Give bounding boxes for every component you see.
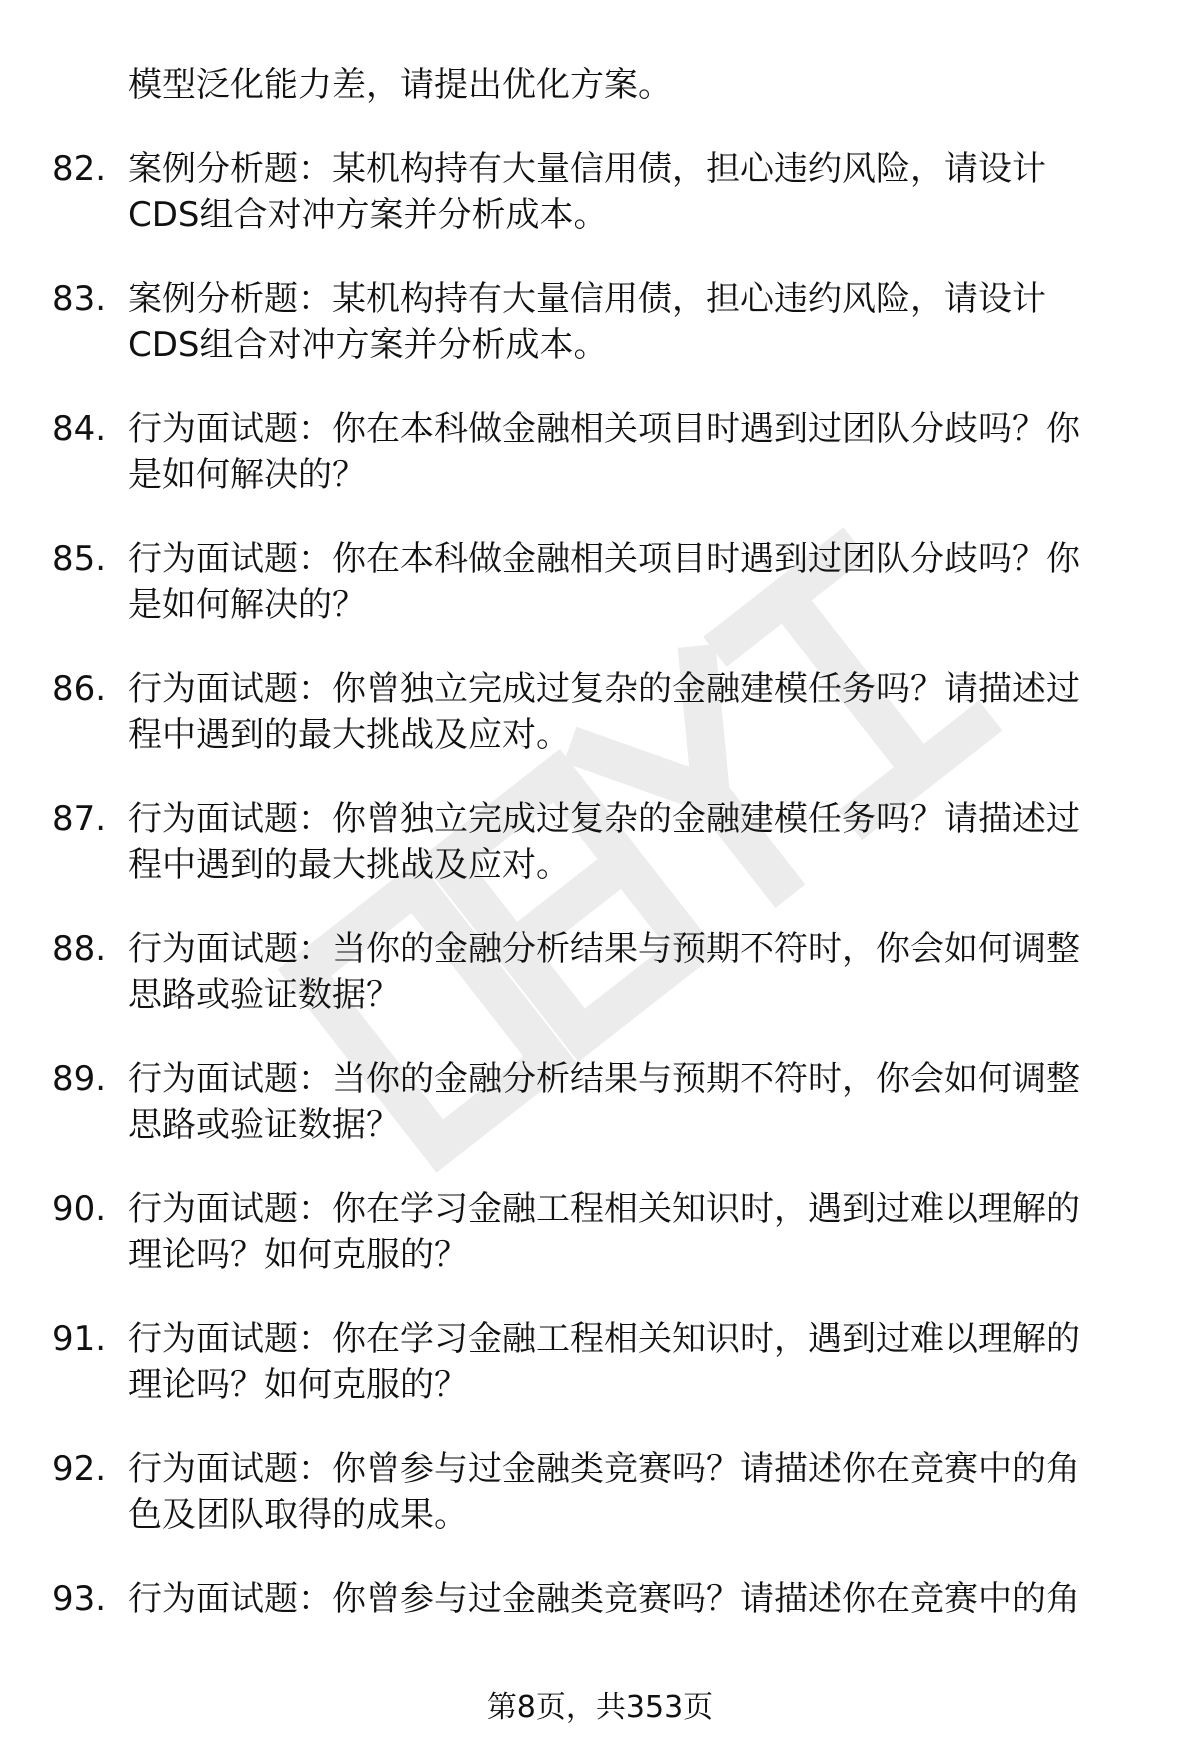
question-text-line: 行为面试题：你曾参与过金融类竞赛吗？请描述你在竞赛中的角 xyxy=(128,1449,1080,1489)
list-item xyxy=(0,796,1200,888)
question-number: 90. xyxy=(52,1189,107,1229)
list-item xyxy=(0,1446,1200,1538)
question-text-line: 案例分析题：某机构持有大量信用债，担心违约风险，请设计 xyxy=(128,149,1046,189)
question-text-line: 行为面试题：你在本科做金融相关项目时遇到过团队分歧吗？你 xyxy=(128,539,1080,579)
question-text-line: 思路或验证数据？ xyxy=(128,975,400,1015)
question-text-line: 是如何解决的？ xyxy=(128,455,366,495)
question-number: 87. xyxy=(52,799,107,839)
list-item xyxy=(0,926,1200,1018)
list-item xyxy=(0,536,1200,628)
question-number: 85. xyxy=(52,539,107,579)
list-item xyxy=(0,1576,1200,1668)
question-text-line: 行为面试题：你曾独立完成过复杂的金融建模任务吗？请描述过 xyxy=(128,799,1080,839)
question-number: 93. xyxy=(52,1579,107,1619)
question-text-line: 行为面试题：当你的金融分析结果与预期不符时，你会如何调整 xyxy=(128,1059,1080,1099)
list-item xyxy=(0,1186,1200,1278)
question-text-line: 行为面试题：你曾参与过金融类竞赛吗？请描述你在竞赛中的角 xyxy=(128,1579,1080,1619)
question-text-line: 行为面试题：你在学习金融工程相关知识时，遇到过难以理解的 xyxy=(128,1319,1080,1359)
question-number: 91. xyxy=(52,1319,107,1359)
question-text-line: CDS组合对冲方案并分析成本。 xyxy=(128,195,608,235)
question-text-line: 思路或验证数据？ xyxy=(128,1105,400,1145)
question-text-line: 案例分析题：某机构持有大量信用债，担心违约风险，请设计 xyxy=(128,279,1046,319)
question-text-line: 色及团队取得的成果。 xyxy=(128,1495,468,1535)
question-text-line: 理论吗？如何克服的？ xyxy=(128,1365,468,1405)
question-number: 86. xyxy=(52,669,107,709)
list-item xyxy=(0,146,1200,238)
question-text-line: 是如何解决的？ xyxy=(128,585,366,625)
list-item xyxy=(0,1056,1200,1148)
page-footer: 第8页，共353页 xyxy=(486,1690,714,1725)
question-text-line: 程中遇到的最大挑战及应对。 xyxy=(128,715,570,755)
list-item xyxy=(0,666,1200,758)
question-text-line: 程中遇到的最大挑战及应对。 xyxy=(128,845,570,885)
list-item xyxy=(0,1316,1200,1408)
page-content xyxy=(0,62,1200,1668)
question-number: 89. xyxy=(52,1059,107,1099)
question-list xyxy=(0,146,1200,1668)
question-number: 83. xyxy=(52,279,107,319)
question-number: 92. xyxy=(52,1449,107,1489)
question-number: 88. xyxy=(52,929,107,969)
question-text-line: 行为面试题：当你的金融分析结果与预期不符时，你会如何调整 xyxy=(128,929,1080,969)
list-item xyxy=(0,406,1200,498)
question-number: 84. xyxy=(52,409,107,449)
question-text-line: 行为面试题：你曾独立完成过复杂的金融建模任务吗？请描述过 xyxy=(128,669,1080,709)
continued-question-text: 模型泛化能力差，请提出优化方案。 xyxy=(128,65,672,105)
question-text-line: 理论吗？如何克服的？ xyxy=(128,1235,468,1275)
question-text-line: CDS组合对冲方案并分析成本。 xyxy=(128,325,608,365)
question-number: 82. xyxy=(52,149,107,189)
question-text-line: 行为面试题：你在本科做金融相关项目时遇到过团队分歧吗？你 xyxy=(128,409,1080,449)
question-text-line: 行为面试题：你在学习金融工程相关知识时，遇到过难以理解的 xyxy=(128,1189,1080,1229)
list-item xyxy=(0,276,1200,368)
